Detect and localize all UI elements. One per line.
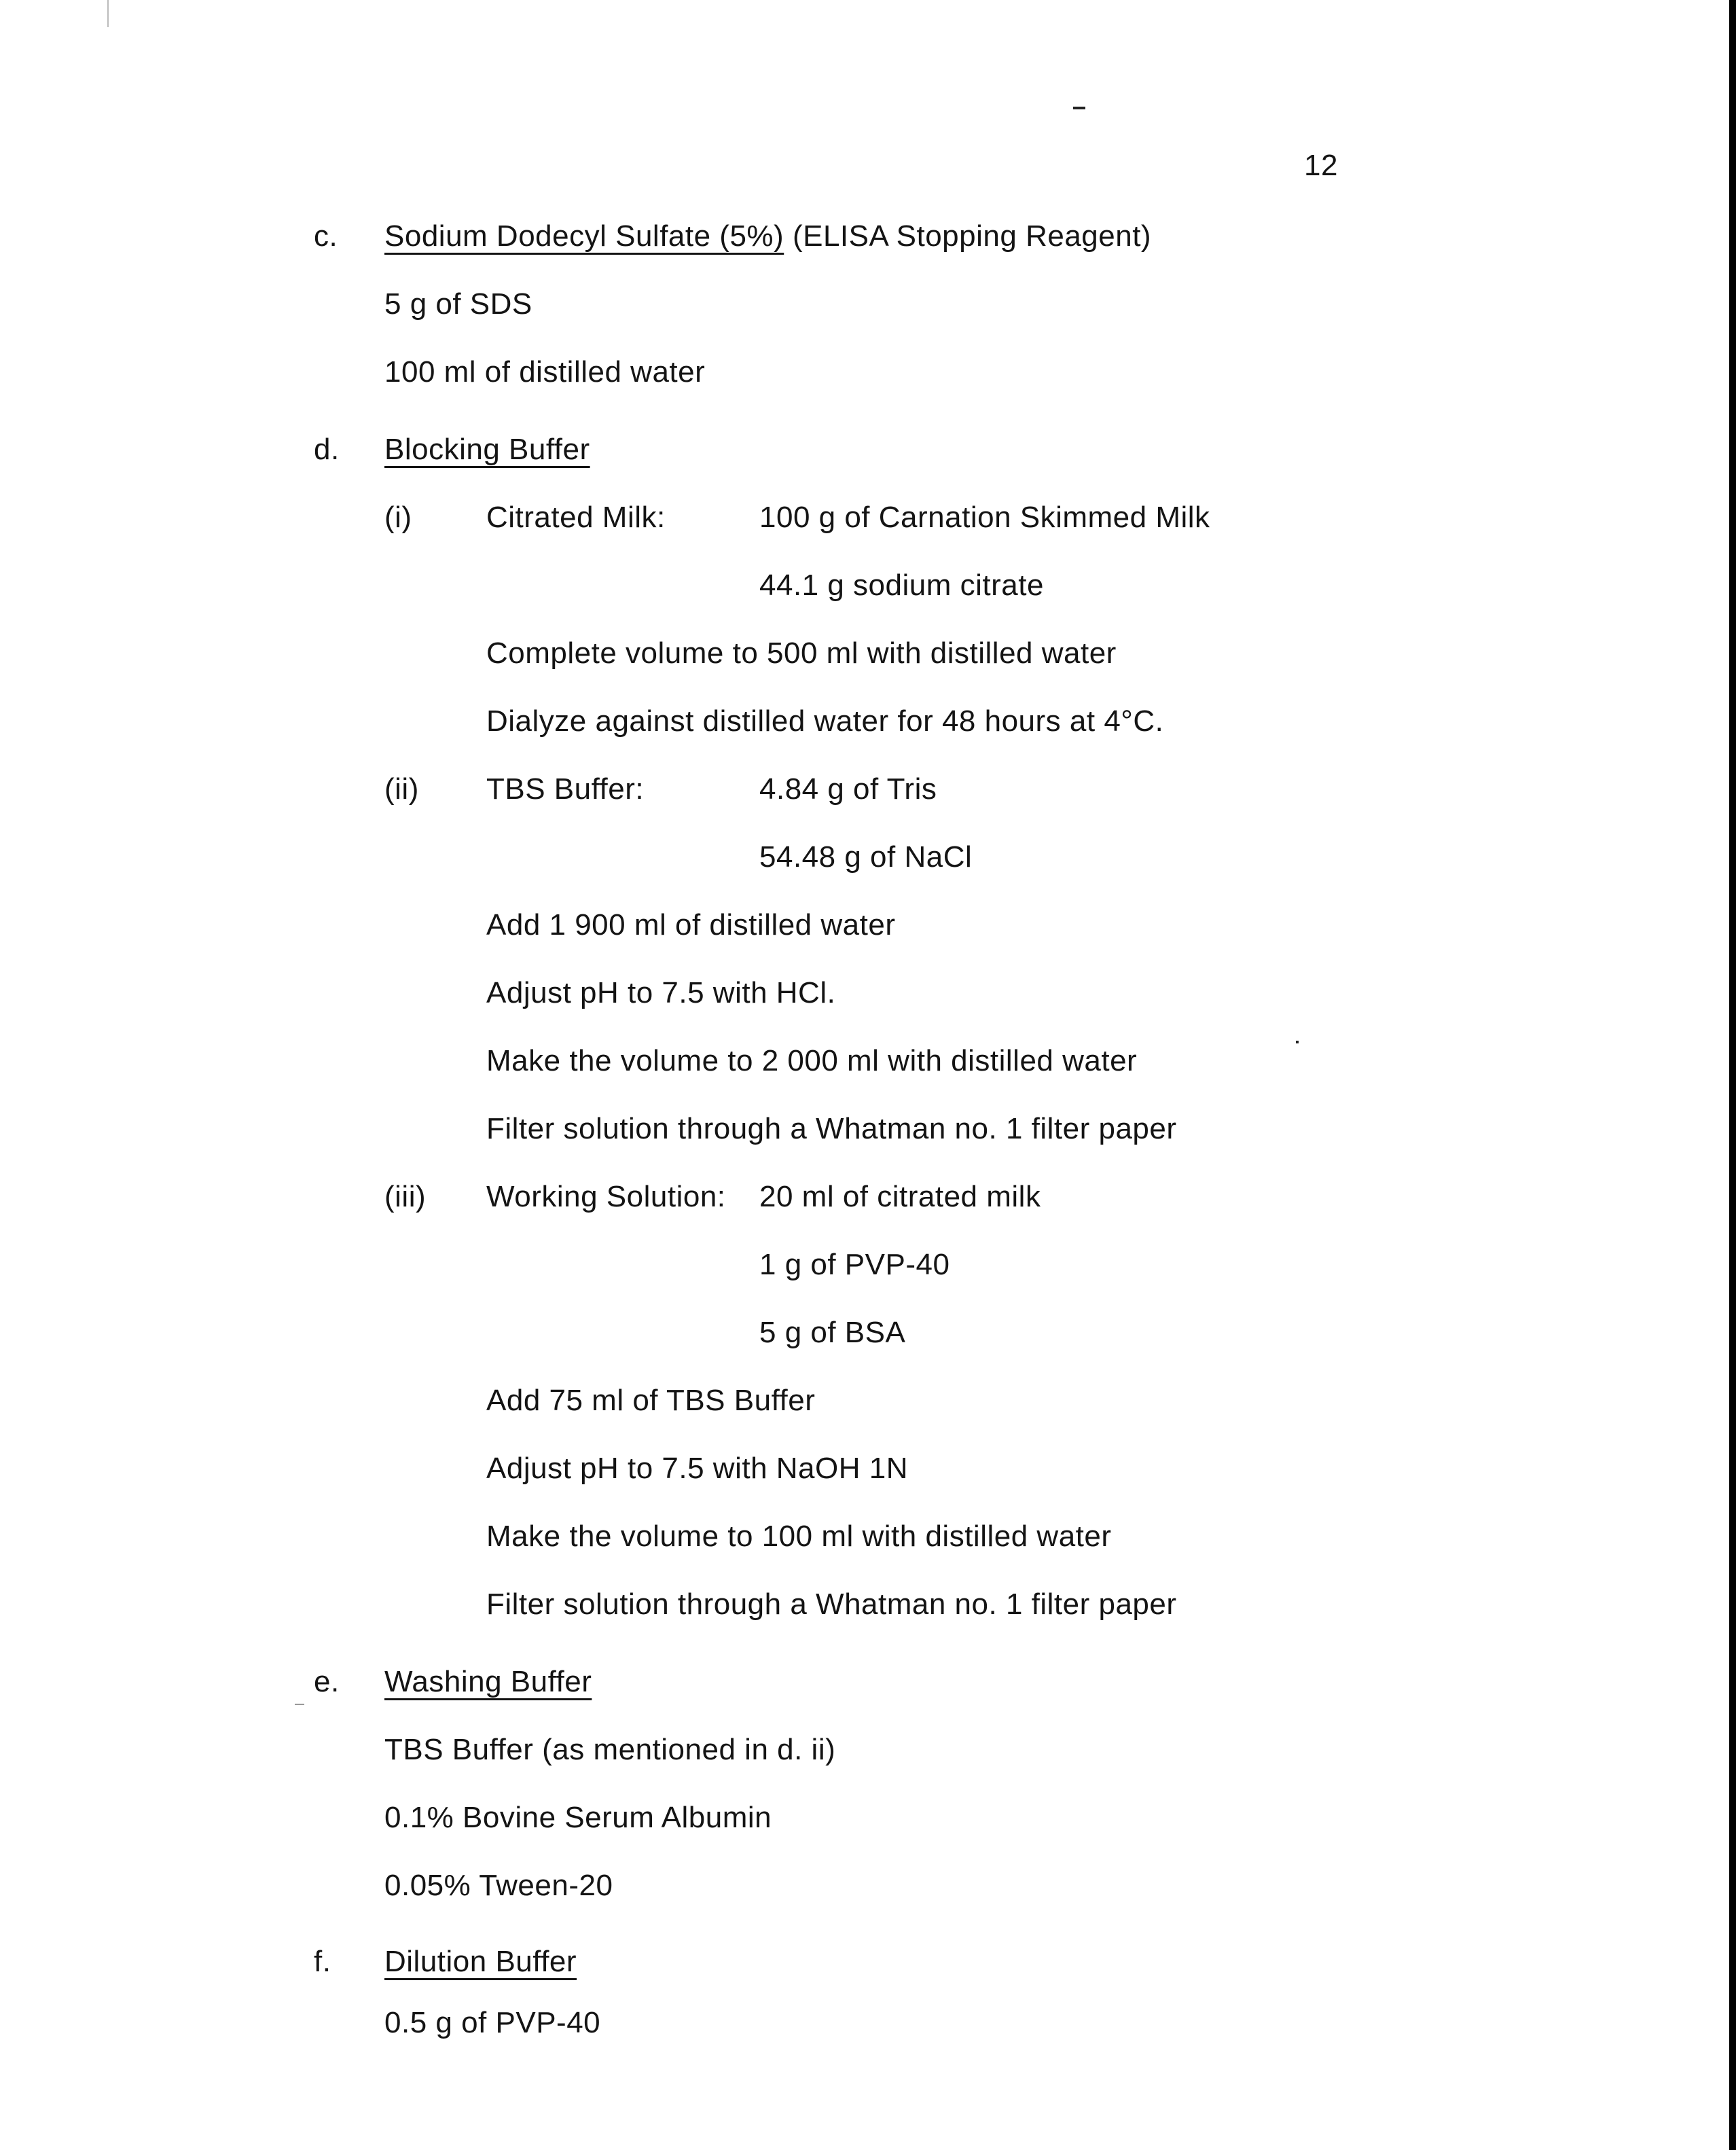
scan-artifact-dot: [1296, 1041, 1299, 1043]
section-f-letter: f.: [314, 1945, 331, 1978]
section-e-line: 0.05% Tween-20: [384, 1869, 613, 1902]
section-c-heading: [384, 219, 1151, 254]
subsection-i-item: 44.1 g sodium citrate: [759, 569, 1044, 602]
section-c-title-suffix: (ELISA Stopping Reagent): [792, 219, 1152, 253]
section-d-letter: d.: [314, 433, 340, 466]
scan-edge-right: [1729, 0, 1736, 2150]
section-e-letter: e.: [314, 1665, 340, 1698]
subsection-iii-line: Make the volume to 100 ml with distilled water: [486, 1520, 1112, 1553]
section-e-line: TBS Buffer (as mentioned in d. ii): [384, 1733, 836, 1766]
section-c-line: 100 ml of distilled water: [384, 355, 706, 389]
section-c-letter: c.: [314, 219, 338, 253]
subsection-ii-line: Filter solution through a Whatman no. 1 filter paper: [486, 1112, 1177, 1145]
subsection-i-line: Complete volume to 500 ml with distilled water: [486, 637, 1117, 670]
section-c-line: 5 g of SDS: [384, 287, 532, 321]
subsection-i-line: Dialyze against distilled water for 48 hours at 4°C.: [486, 704, 1164, 738]
subsection-iii-item: 5 g of BSA: [759, 1316, 906, 1349]
section-d-title: Blocking Buffer: [384, 433, 590, 466]
subsection-iii-item: 20 ml of citrated milk: [759, 1180, 1041, 1213]
scan-artifact-dash: [1073, 107, 1085, 109]
section-e-line: 0.1% Bovine Serum Albumin: [384, 1801, 772, 1834]
subsection-iii-line: Adjust pH to 7.5 with NaOH 1N: [486, 1452, 908, 1485]
subsection-iii-line: Filter solution through a Whatman no. 1 filter paper: [486, 1588, 1177, 1621]
section-f-title: Dilution Buffer: [384, 1945, 577, 1978]
subsection-iii-numeral: (iii): [384, 1180, 427, 1213]
scan-artifact-dash-left: [295, 1704, 304, 1705]
subsection-ii-label: TBS Buffer:: [486, 772, 645, 806]
subsection-iii-item: 1 g of PVP-40: [759, 1248, 950, 1281]
section-c-title: Sodium Dodecyl Sulfate (5%): [384, 219, 784, 253]
section-e-title: Washing Buffer: [384, 1665, 592, 1698]
section-f-line: 0.5 g of PVP-40: [384, 2006, 601, 2039]
subsection-iii-line: Add 75 ml of TBS Buffer: [486, 1384, 816, 1417]
subsection-ii-item: 4.84 g of Tris: [759, 772, 937, 806]
subsection-i-item: 100 g of Carnation Skimmed Milk: [759, 501, 1210, 534]
subsection-iii-label: Working Solution:: [486, 1180, 726, 1213]
page-number: 12: [1304, 149, 1338, 182]
subsection-ii-line: Make the volume to 2 000 ml with distilled water: [486, 1044, 1138, 1077]
subsection-i-numeral: (i): [384, 501, 412, 534]
scan-artifact-left: [107, 0, 109, 27]
subsection-ii-item: 54.48 g of NaCl: [759, 840, 973, 874]
subsection-ii-line: Add 1 900 ml of distilled water: [486, 908, 896, 942]
subsection-i-label: Citrated Milk:: [486, 501, 666, 534]
subsection-ii-numeral: (ii): [384, 772, 419, 806]
subsection-ii-line: Adjust pH to 7.5 with HCl.: [486, 976, 836, 1009]
